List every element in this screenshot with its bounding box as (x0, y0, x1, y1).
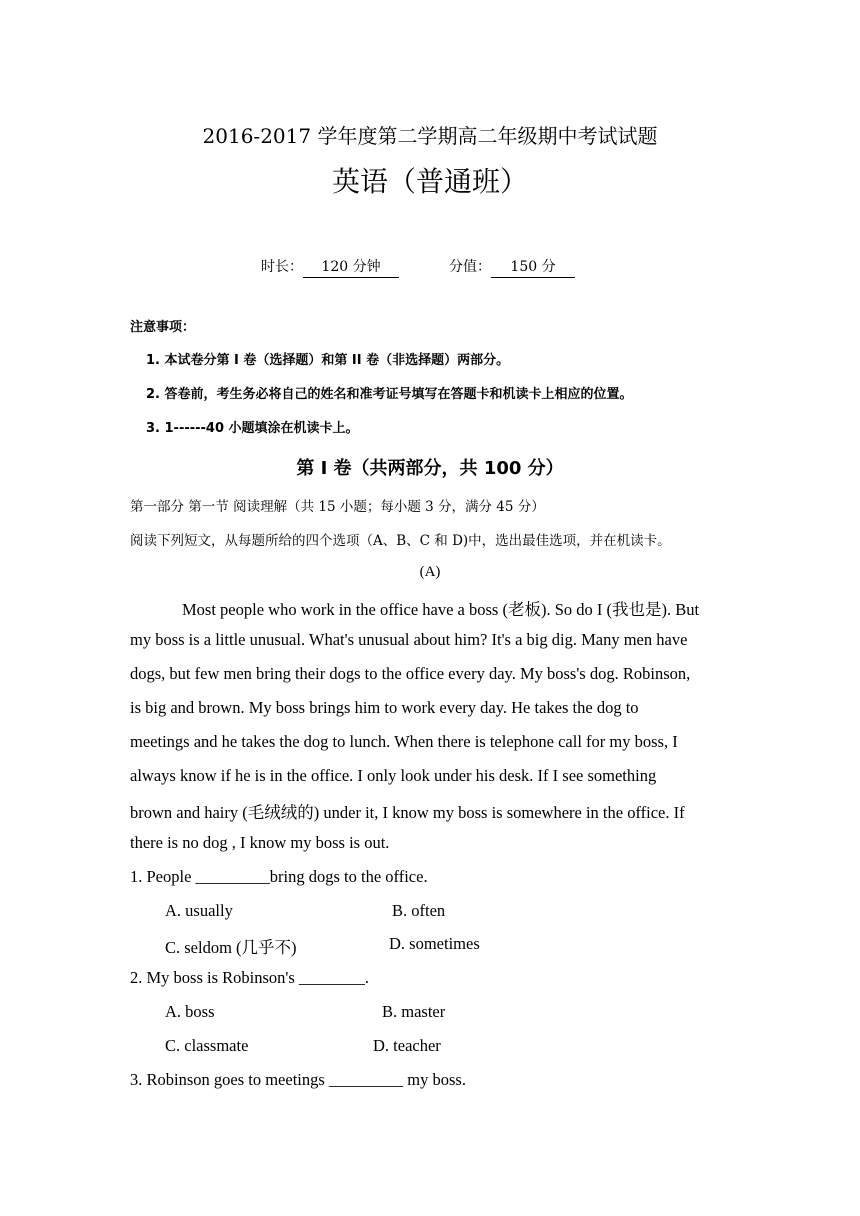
question-2-option-d: D. teacher (373, 1036, 441, 1055)
exam-title: 2016-2017 学年度第二学期高二年级期中考试试题 (202, 124, 658, 148)
part-heading: 第一部分 第一节 阅读理解（共 15 小题；每小题 3 分，满分 45 分） (130, 499, 545, 515)
passage-line: dogs, but few men bring their dogs to the office every day. My boss's dog. Robinson, (130, 664, 691, 683)
question-1-option-b: B. often (392, 901, 446, 920)
note-item-1: 1. 本试卷分第 I 卷（选择题）和第 II 卷（非选择题）两部分。 (146, 353, 510, 368)
passage-line: brown and hairy (毛绒绒的) under it, I know my boss is somewhere in the office. If (130, 803, 685, 822)
passage-line: always know if he is in the office. I only look under his desk. If I see something (130, 766, 657, 785)
question-2-option-c: C. classmate (165, 1036, 249, 1055)
question-1-option-a: A. usually (165, 901, 233, 920)
passage-line: there is no dog , I know my boss is out. (130, 833, 390, 852)
passage-line: my boss is a little unusual. What's unusual about him? It's a big dig. Many men have (130, 630, 688, 649)
duration-field (261, 256, 399, 278)
passage-line: is big and brown. My boss brings him to work every day. He takes the dog to (130, 698, 639, 717)
score-value: 150 分 (491, 256, 575, 278)
question-2-option-a: A. boss (165, 1002, 215, 1021)
score-label: 分值： (449, 259, 491, 275)
passage-line: Most people who work in the office have a boss (老板). So do I (我也是). But (182, 600, 700, 619)
passage-label: (A) (419, 564, 441, 580)
duration-label: 时长： (261, 259, 303, 275)
passage-line: meetings and he takes the dog to lunch. When there is telephone call for my boss, I (130, 732, 678, 751)
score-field (449, 256, 575, 278)
exam-subject: 英语（普通班） (331, 165, 528, 198)
reading-instruction: 阅读下列短文，从每题所给的四个选项（A、B、C 和 D)中，选出最佳选项，并在机读卡。 (130, 533, 671, 549)
question-2-stem: 2. My boss is Robinson's ________. (130, 968, 370, 987)
question-1-option-d: D. sometimes (389, 934, 480, 953)
notes-heading: 注意事项： (130, 320, 196, 335)
question-2-option-b: B. master (382, 1002, 446, 1021)
note-item-2: 2. 答卷前，考生务必将自己的姓名和准考证号填写在答题卡和机读卡上相应的位置。 (146, 387, 633, 402)
question-1-option-c: C. seldom (几乎不) (165, 938, 297, 957)
question-3-stem: 3. Robinson goes to meetings _________ my boss. (130, 1070, 466, 1089)
question-1-stem: 1. People _________bring dogs to the office. (130, 867, 428, 886)
note-item-3: 3. 1------40 小题填涂在机读卡上。 (146, 421, 359, 436)
duration-value: 120 分钟 (303, 256, 399, 278)
section-title: 第 I 卷（共两部分，共 100 分） (296, 458, 564, 479)
